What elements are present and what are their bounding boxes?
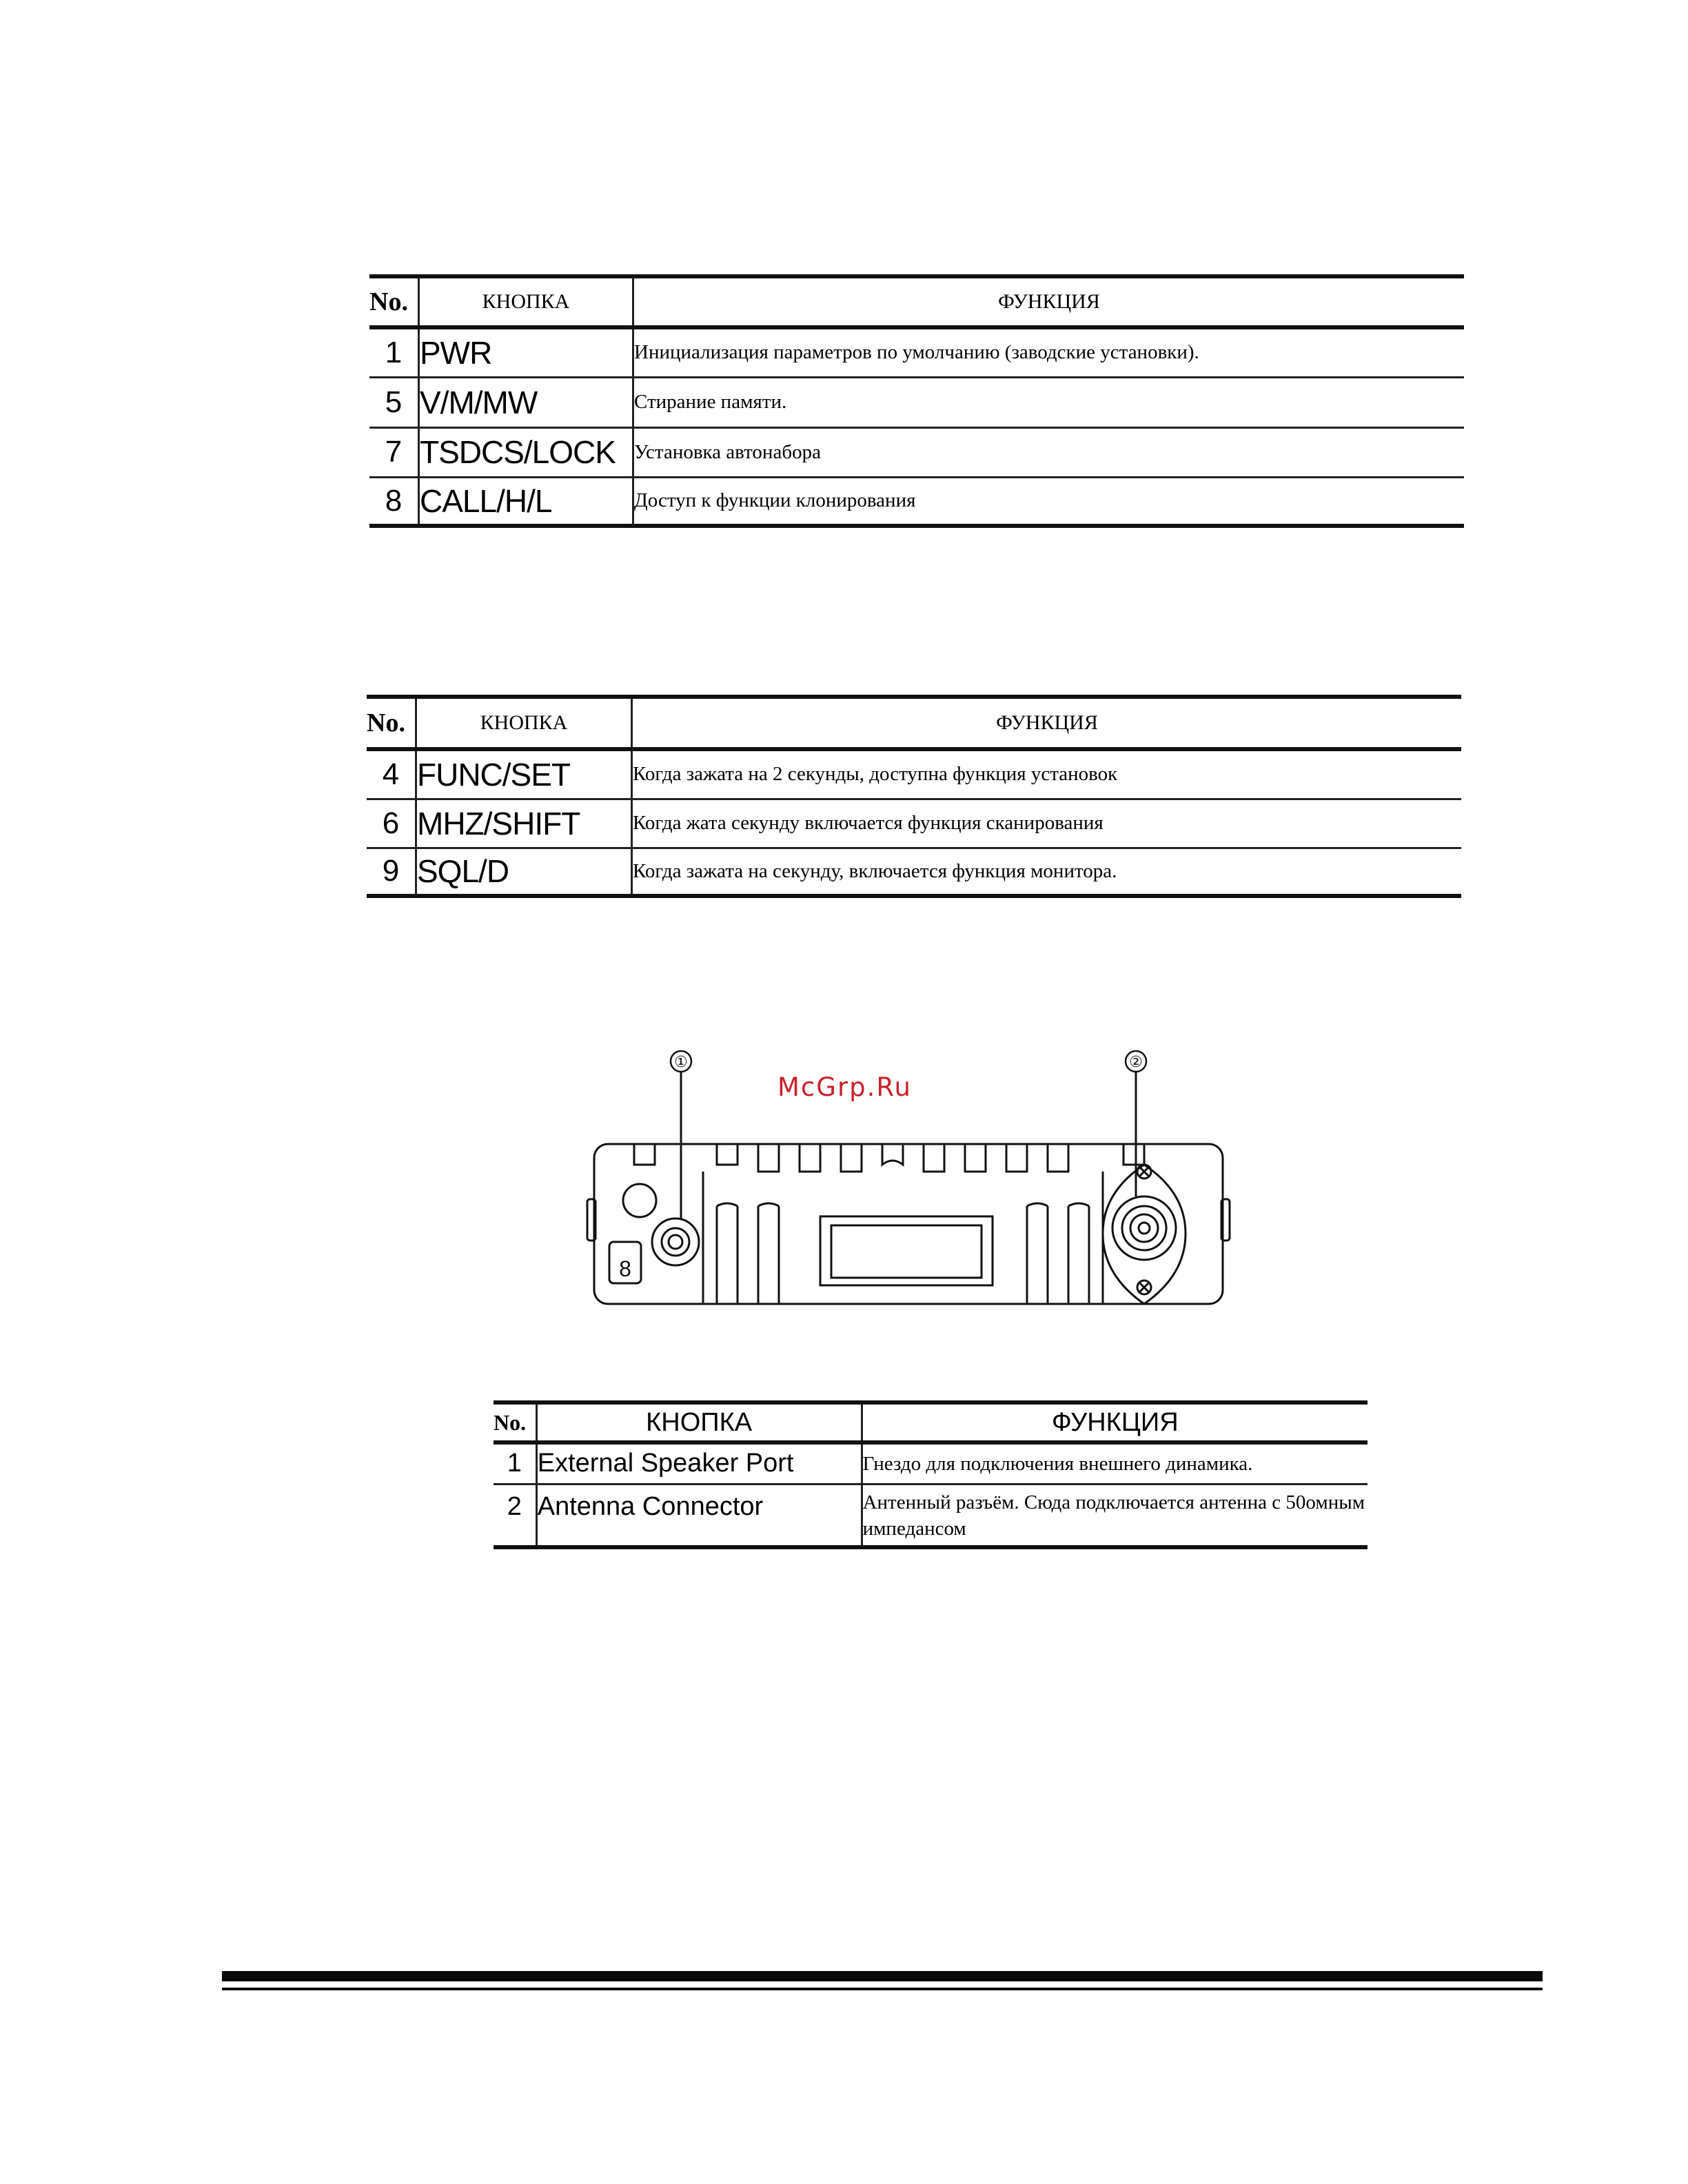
table-row bbox=[369, 477, 1464, 526]
column-header-function: ФУНКЦИЯ bbox=[632, 697, 1462, 749]
table-row bbox=[369, 327, 1464, 377]
button-name: CALL/H/L bbox=[419, 477, 633, 526]
function-description: Когда зажата на секунду, включается функция монитора. bbox=[632, 848, 1462, 896]
row-number: 9 bbox=[367, 848, 416, 896]
radio-body-outline bbox=[594, 1144, 1223, 1304]
round-recess bbox=[623, 1184, 656, 1217]
callout-1-label: ① bbox=[674, 1054, 688, 1071]
button-name: SQL/D bbox=[416, 848, 632, 896]
external-speaker-port bbox=[662, 1228, 689, 1256]
function-description: Установка автонабора bbox=[633, 427, 1465, 477]
table-row bbox=[367, 848, 1461, 896]
table-row bbox=[494, 1442, 1367, 1484]
callout-2-label: ② bbox=[1129, 1054, 1143, 1071]
button-name: V/M/MW bbox=[419, 377, 633, 427]
function-description: Когда зажата на 2 секунды, доступна функция установок bbox=[632, 749, 1462, 799]
column-header-function: ФУНКЦИЯ bbox=[862, 1402, 1367, 1442]
row-number: 4 bbox=[367, 749, 416, 799]
button-function-table-2 bbox=[367, 695, 1461, 898]
function-description: Когда жата секунду включается функция сканирования bbox=[632, 799, 1462, 848]
row-number: 5 bbox=[369, 377, 419, 427]
footer-rule-thick bbox=[222, 1971, 1543, 1981]
function-description: Гнездо для подключения внешнего динамика. bbox=[862, 1442, 1367, 1484]
function-description: Инициализация параметров по умолчанию (заводские установки). bbox=[633, 327, 1465, 377]
table-row bbox=[367, 749, 1461, 799]
footer-rule-thin bbox=[222, 1988, 1543, 1990]
radio-rear-panel-diagram bbox=[579, 1048, 1241, 1323]
row-number: 2 bbox=[494, 1484, 536, 1547]
column-header-no: No. bbox=[367, 697, 416, 749]
button-function-table-1 bbox=[369, 274, 1464, 528]
connector-function-table bbox=[494, 1400, 1367, 1549]
button-name: TSDCS/LOCK bbox=[419, 427, 633, 477]
table-row bbox=[369, 427, 1464, 477]
function-description: Антенный разъём. Сюда подключается антенна с 50омным импедансом bbox=[862, 1484, 1367, 1547]
connector-name: External Speaker Port bbox=[536, 1442, 862, 1484]
function-description: Доступ к функции клонирования bbox=[633, 477, 1465, 526]
column-header-button: КНОПКА bbox=[536, 1402, 862, 1442]
column-header-function: ФУНКЦИЯ bbox=[633, 276, 1465, 327]
button-name: FUNC/SET bbox=[416, 749, 632, 799]
table-row bbox=[494, 1484, 1367, 1547]
table-row bbox=[367, 799, 1461, 848]
column-header-button: КНОПКА bbox=[416, 697, 632, 749]
button-name: PWR bbox=[419, 327, 633, 377]
connector-name: Antenna Connector bbox=[536, 1484, 862, 1547]
button-name: MHZ/SHIFT bbox=[416, 799, 632, 848]
row-number: 1 bbox=[494, 1442, 536, 1484]
row-number: 6 bbox=[367, 799, 416, 848]
row-number: 7 bbox=[369, 427, 419, 477]
column-header-no: No. bbox=[369, 276, 419, 327]
row-number: 1 bbox=[369, 327, 419, 377]
column-header-no: No. bbox=[494, 1402, 536, 1442]
watermark-text: McGrp.Ru bbox=[777, 1072, 912, 1102]
speaker-label: 8 bbox=[619, 1256, 631, 1281]
function-description: Стирание памяти. bbox=[633, 377, 1465, 427]
antenna-connector bbox=[1122, 1206, 1166, 1250]
row-number: 8 bbox=[369, 477, 419, 526]
column-header-button: КНОПКА bbox=[419, 276, 633, 327]
table-row bbox=[369, 377, 1464, 427]
